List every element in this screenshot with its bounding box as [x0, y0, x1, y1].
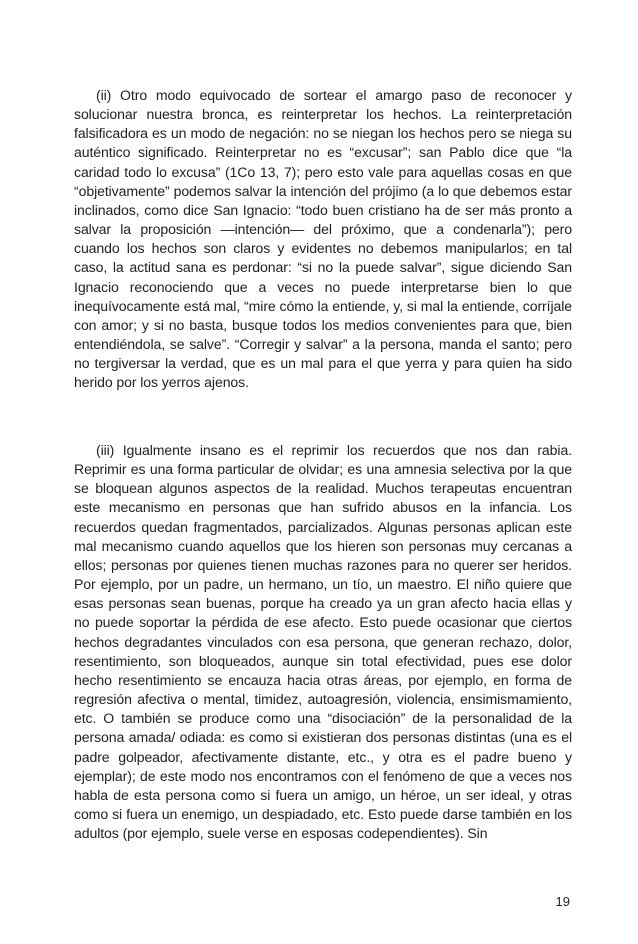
page-number: 19 [555, 894, 570, 909]
paragraph-iii: (iii) Igualmente insano es el reprimir los recuerdos que nos dan rabia. Reprimir es una forma particular de olvidar; es una amnesia selectiva por la que se bloquean algunos aspectos de la realidad. Muchos terapeutas encuentran este mecanismo en personas que han sufrido abusos en la infancia. Los recuerdos quedan fragmentados, parcializados. Algunas personas aplican este mal mecanismo cuando aquellos que los hieren son personas muy cercanas a ellos; personas por quienes tienen muchas razones para no querer ser heridos. Por ejemplo, por un padre, un hermano, un tío, un maestro. El niño quiere que esas personas sean buenas, porque ha creado ya un gran afecto hacia ellas y no puede soportar la pérdida de ese afecto. Esto puede ocasionar que ciertos hechos degradantes vinculados con esa persona, que generan rechazo, dolor, resentimiento, son bloqueados, aunque sin total efectividad, pues ese dolor hecho resentimiento se encauza hacia otras áreas, por ejemplo, en forma de regresión afectiva o mental, timidez, autoagresión, violencia, ensimismamiento, etc. O también se produce como una “disociación” de la personalidad de la persona amada/ odiada: es como si existieran dos personas distintas (una es el padre golpeador, afectivamente distante, etc., y otra es el padre bueno y ejemplar); de este modo nos encontramos con el fenómeno de que a veces nos habla de esta persona como si fuera un amigo, un héroe, un ser ideal, y otras como si fuera un enemigo, un despiadado, etc. Esto puede darse también en los adultos (por ejemplo, suele verse en esposas codependientes). Sin [74, 442, 572, 842]
paragraph-ii: (ii) Otro modo equivocado de sortear el amargo paso de reconocer y solucionar nuestra bronca, es reinterpretar los hechos. La reinterpretación falsificadora es un modo de negación: no se niegan los hechos pero se niega su auténtico significado. Reinterpretar no es “excusar”; san Pablo dice que “la caridad todo lo excusa” (1Co 13, 7); pero esto vale para aquellas cosas en que “objetivamente” podemos salvar la intención del prójimo (a lo que debemos estar inclinados, como dice San Ignacio: “todo buen cristiano ha de ser más pronto a salvar la proposición —intención— del próximo, que a condenarla”); pero cuando los hechos son claros y evidentes no debemos manipularlos; en tal caso, la actitud sana es perdonar: “si no la puede salvar”, sigue diciendo San Ignacio reconociendo que a veces no puede interpretarse bien lo que inequívocamente está mal, “mire cómo la entiende, y, si mal la entiende, corríjale con amor; y si no basta, busque todos los medios convenientes para que, bien entendiéndola, se salve”. “Corregir y salvar” a la persona, manda el santo; pero no tergiversar la verdad, que es un mal para el que yerra y para quien ha sido herido por los yerros ajenos. [74, 87, 572, 391]
